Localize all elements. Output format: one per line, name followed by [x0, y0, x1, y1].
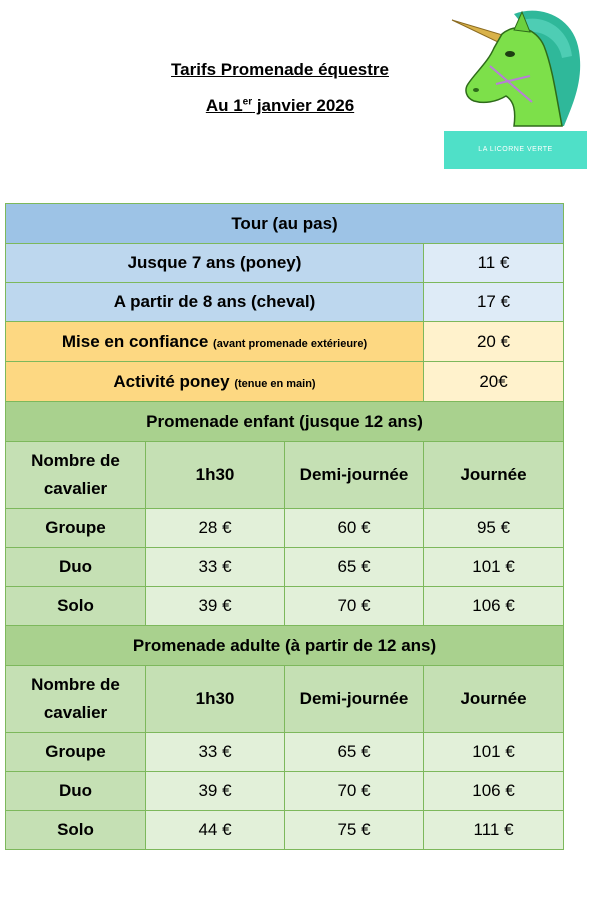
price-cell: 111 € — [424, 811, 564, 850]
column-header: Demi-journée — [285, 442, 424, 509]
price-cell: 106 € — [424, 587, 564, 626]
price-cell: 65 € — [285, 733, 424, 772]
tour-row — [6, 283, 564, 322]
tour-row-price: 17 € — [424, 283, 564, 322]
price-cell: 44 € — [146, 811, 285, 850]
tour-row — [6, 362, 564, 402]
tour-heading: Tour (au pas) — [6, 204, 564, 244]
column-header: Nombre de cavalier — [6, 442, 146, 509]
price-cell: 39 € — [146, 587, 285, 626]
page-title: Tarifs Promenade équestre — [171, 60, 389, 79]
date-prefix: Au 1 — [205, 96, 243, 115]
table-row — [6, 811, 564, 850]
price-cell: 33 € — [146, 548, 285, 587]
tour-row-label: Mise en confiance — [61, 331, 209, 351]
logo-caption: LA LICORNE VERTE — [444, 131, 587, 169]
adulte-heading: Promenade adulte (à partir de 12 ans) — [6, 626, 564, 666]
row-label: Duo — [6, 772, 146, 811]
effective-date — [130, 96, 430, 116]
row-label: Solo — [6, 587, 146, 626]
enfant-heading: Promenade enfant (jusque 12 ans) — [6, 402, 564, 442]
price-cell: 65 € — [285, 548, 424, 587]
price-cell: 33 € — [146, 733, 285, 772]
enfant-header-row — [6, 402, 564, 442]
price-cell: 60 € — [285, 509, 424, 548]
column-header: 1h30 — [146, 666, 285, 733]
date-superscript: er — [242, 96, 253, 108]
price-cell: 101 € — [424, 733, 564, 772]
column-header: Demi-journée — [285, 666, 424, 733]
tour-row-label: Jusque 7 ans (poney) — [6, 244, 424, 283]
unicorn-icon — [444, 6, 587, 131]
tour-row-label-cell — [6, 362, 424, 402]
column-header: 1h30 — [146, 442, 285, 509]
unicorn-logo — [444, 6, 587, 164]
tour-row-price: 11 € — [424, 244, 564, 283]
column-header: Nombre de cavalier — [6, 666, 146, 733]
tour-row — [6, 322, 564, 362]
column-header: Journée — [424, 666, 564, 733]
tour-row-label: Activité poney — [113, 371, 230, 391]
price-cell: 70 € — [285, 587, 424, 626]
price-cell: 95 € — [424, 509, 564, 548]
tour-header-row — [6, 204, 564, 244]
table-row — [6, 548, 564, 587]
column-header: Journée — [424, 442, 564, 509]
price-table — [5, 203, 564, 850]
price-cell: 101 € — [424, 548, 564, 587]
tour-row-price: 20€ — [424, 362, 564, 402]
tour-row — [6, 244, 564, 283]
tour-row-note: (tenue en main) — [234, 377, 316, 390]
date-suffix: janvier 2026 — [252, 96, 355, 115]
price-cell: 106 € — [424, 772, 564, 811]
row-label: Solo — [6, 811, 146, 850]
tour-row-label-cell — [6, 322, 424, 362]
price-cell: 75 € — [285, 811, 424, 850]
enfant-columns-row — [6, 442, 564, 509]
table-row — [6, 509, 564, 548]
price-cell: 39 € — [146, 772, 285, 811]
row-label: Duo — [6, 548, 146, 587]
adulte-header-row — [6, 626, 564, 666]
row-label: Groupe — [6, 733, 146, 772]
table-row — [6, 733, 564, 772]
price-cell: 28 € — [146, 509, 285, 548]
row-label: Groupe — [6, 509, 146, 548]
table-row — [6, 587, 564, 626]
price-cell: 70 € — [285, 772, 424, 811]
tour-row-price: 20 € — [424, 322, 564, 362]
adulte-columns-row — [6, 666, 564, 733]
tour-row-label: A partir de 8 ans (cheval) — [6, 283, 424, 322]
tour-row-note: (avant promenade extérieure) — [213, 337, 368, 350]
table-row — [6, 772, 564, 811]
